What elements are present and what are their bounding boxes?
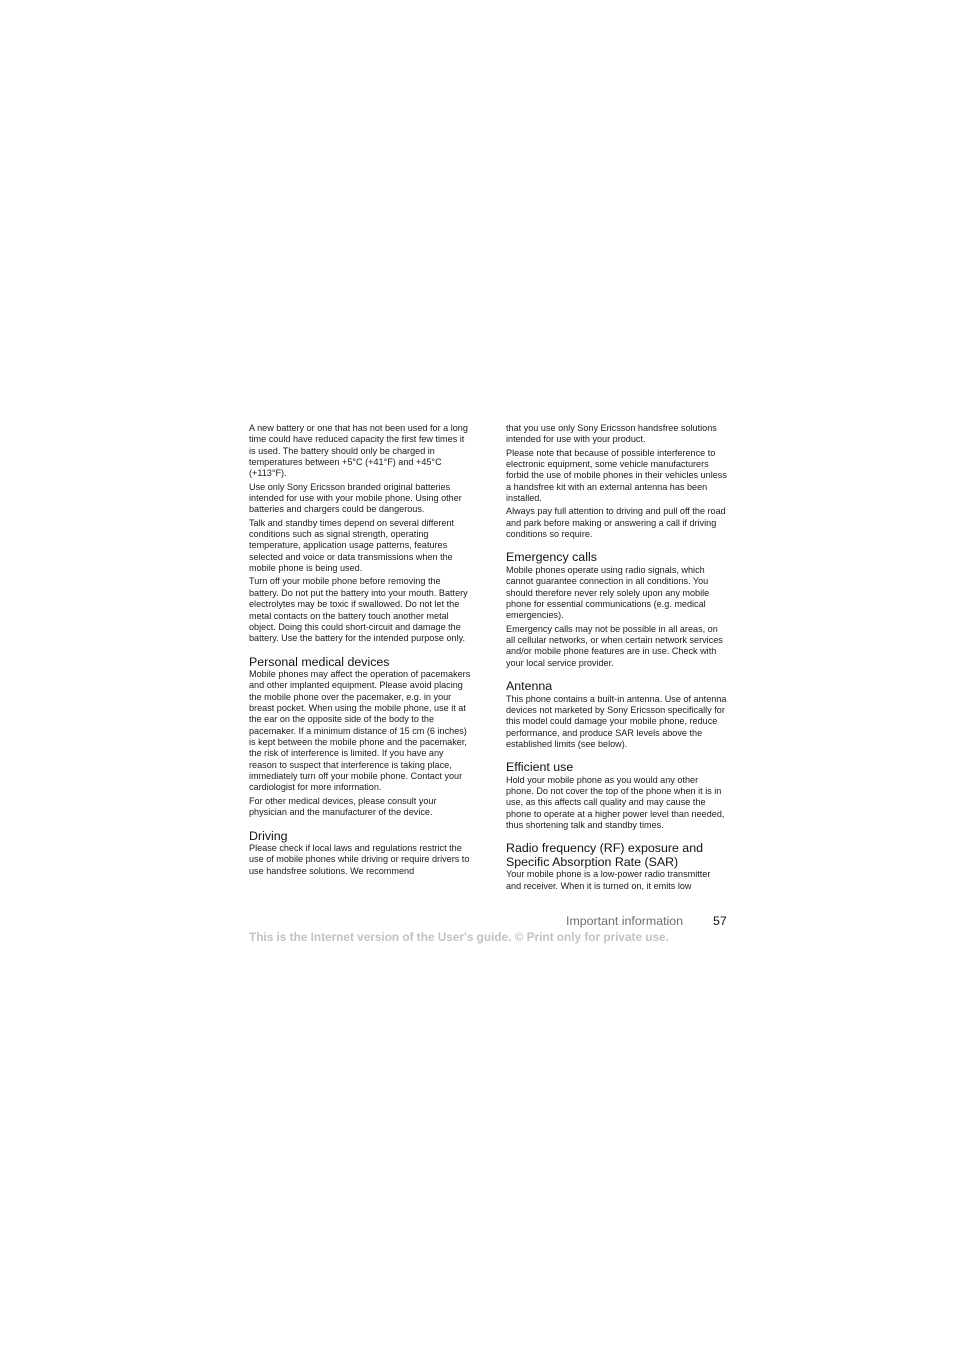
rf-paragraph-1: Your mobile phone is a low-power radio transmitter and receiver. When it is turned on, it emits low: [506, 869, 711, 891]
medical-paragraph-2: For other medical devices, please consult your physician and the manufacturer of the device.: [249, 795, 437, 818]
rf-exposure-heading: Radio frequency (RF) exposure and Specific Absorption Rate (SAR): [506, 841, 703, 869]
driving-paragraph-2: Please note that because of possible interference to electronic equipment, some vehicle manufacturers forbid the use of mobile phones in their vehicles unless a handsfree kit with an external antenna has been installed.: [506, 447, 727, 504]
medical-paragraph-1: Mobile phones may affect the operation of pacemakers and other implanted equipment. Please avoid placing the mobile phone over the pacemaker, e.g. in your breast pocket. When using the mobile phone, use it at the ear on the opposite side of the body to the pacemaker. If a minimum distance of 15 cm (6 inches) is kept between the mobile phone and the pacemaker, the risk of interference is limited. If you have any reason to suspect that interference is taking place, immediately turn off your mobile phone. Contact your cardiologist for more information.: [249, 669, 471, 793]
driving-heading: Driving: [249, 828, 288, 843]
battery-paragraph-2: Use only Sony Ericsson branded original batteries intended for use with your mobile phone. Using other batteries and chargers could be dangerous.: [249, 481, 462, 515]
left-column: [249, 423, 471, 879]
emergency-paragraph-2: Emergency calls may not be possible in all areas, on all cellular networks, or when certain network services and/or mobile phone features are in use. Check with your local service provider.: [506, 623, 723, 668]
disclaimer-text: This is the Internet version of the User's guide. © Print only for private use.: [249, 930, 669, 944]
right-column: [506, 423, 728, 894]
battery-paragraph-1: A new battery or one that has not been used for a long time could have reduced capacity the first few times it is used. The battery should only be charged in temperatures between +5°C (+41°F) and +45°C (+113°F).: [249, 423, 468, 479]
driving-paragraph-1-continued: that you use only Sony Ericsson handsfree solutions intended for use with your product.: [506, 423, 717, 445]
page-number: 57: [713, 914, 727, 928]
emergency-calls-heading: Emergency calls: [506, 550, 597, 565]
driving-paragraph-3: Always pay full attention to driving and pull off the road and park before making or answering a call if driving conditions so require.: [506, 506, 726, 540]
footer-section-title: Important information: [566, 914, 684, 928]
antenna-paragraph-1: This phone contains a built-in antenna. Use of antenna devices not marketed by Sony Ericsson specifically for this model could damage your mobile phone, reduce performance, and produce SAR levels above the established limits (see below).: [506, 693, 727, 749]
efficient-paragraph-1: Hold your mobile phone as you would any other phone. Do not cover the top of the phone when it is in use, as this affects call quality and may cause the phone to operate at a higher power level than needed, thus shortening talk and standby times.: [506, 774, 725, 831]
driving-paragraph-1: Please check if local laws and regulations restrict the use of mobile phones while driving or require drivers to use handsfree solutions. We recommend: [249, 843, 470, 876]
emergency-paragraph-1: Mobile phones operate using radio signals, which cannot guarantee connection in all conditions. You should therefore never rely solely upon any mobile phone for essential communications (e.g. medical emergencies).: [506, 564, 710, 621]
efficient-use-heading: Efficient use: [506, 760, 574, 775]
medical-devices-heading: Personal medical devices: [249, 654, 390, 669]
antenna-heading: Antenna: [506, 679, 553, 694]
battery-paragraph-3: Talk and standby times depend on several different conditions such as signal strength, operating temperature, application usage patterns, features selected and voice or data transmissions when the mobile phone is being used.: [249, 517, 455, 574]
battery-paragraph-4: Turn off your mobile phone before removing the battery. Do not put the battery into your mouth. Battery electrolytes may be toxic if swallowed. Do not let the metal contacts on the battery touch another metal object. Doing this could short-circuit and damage the battery. Use the battery for the intended purpose only.: [249, 576, 468, 644]
